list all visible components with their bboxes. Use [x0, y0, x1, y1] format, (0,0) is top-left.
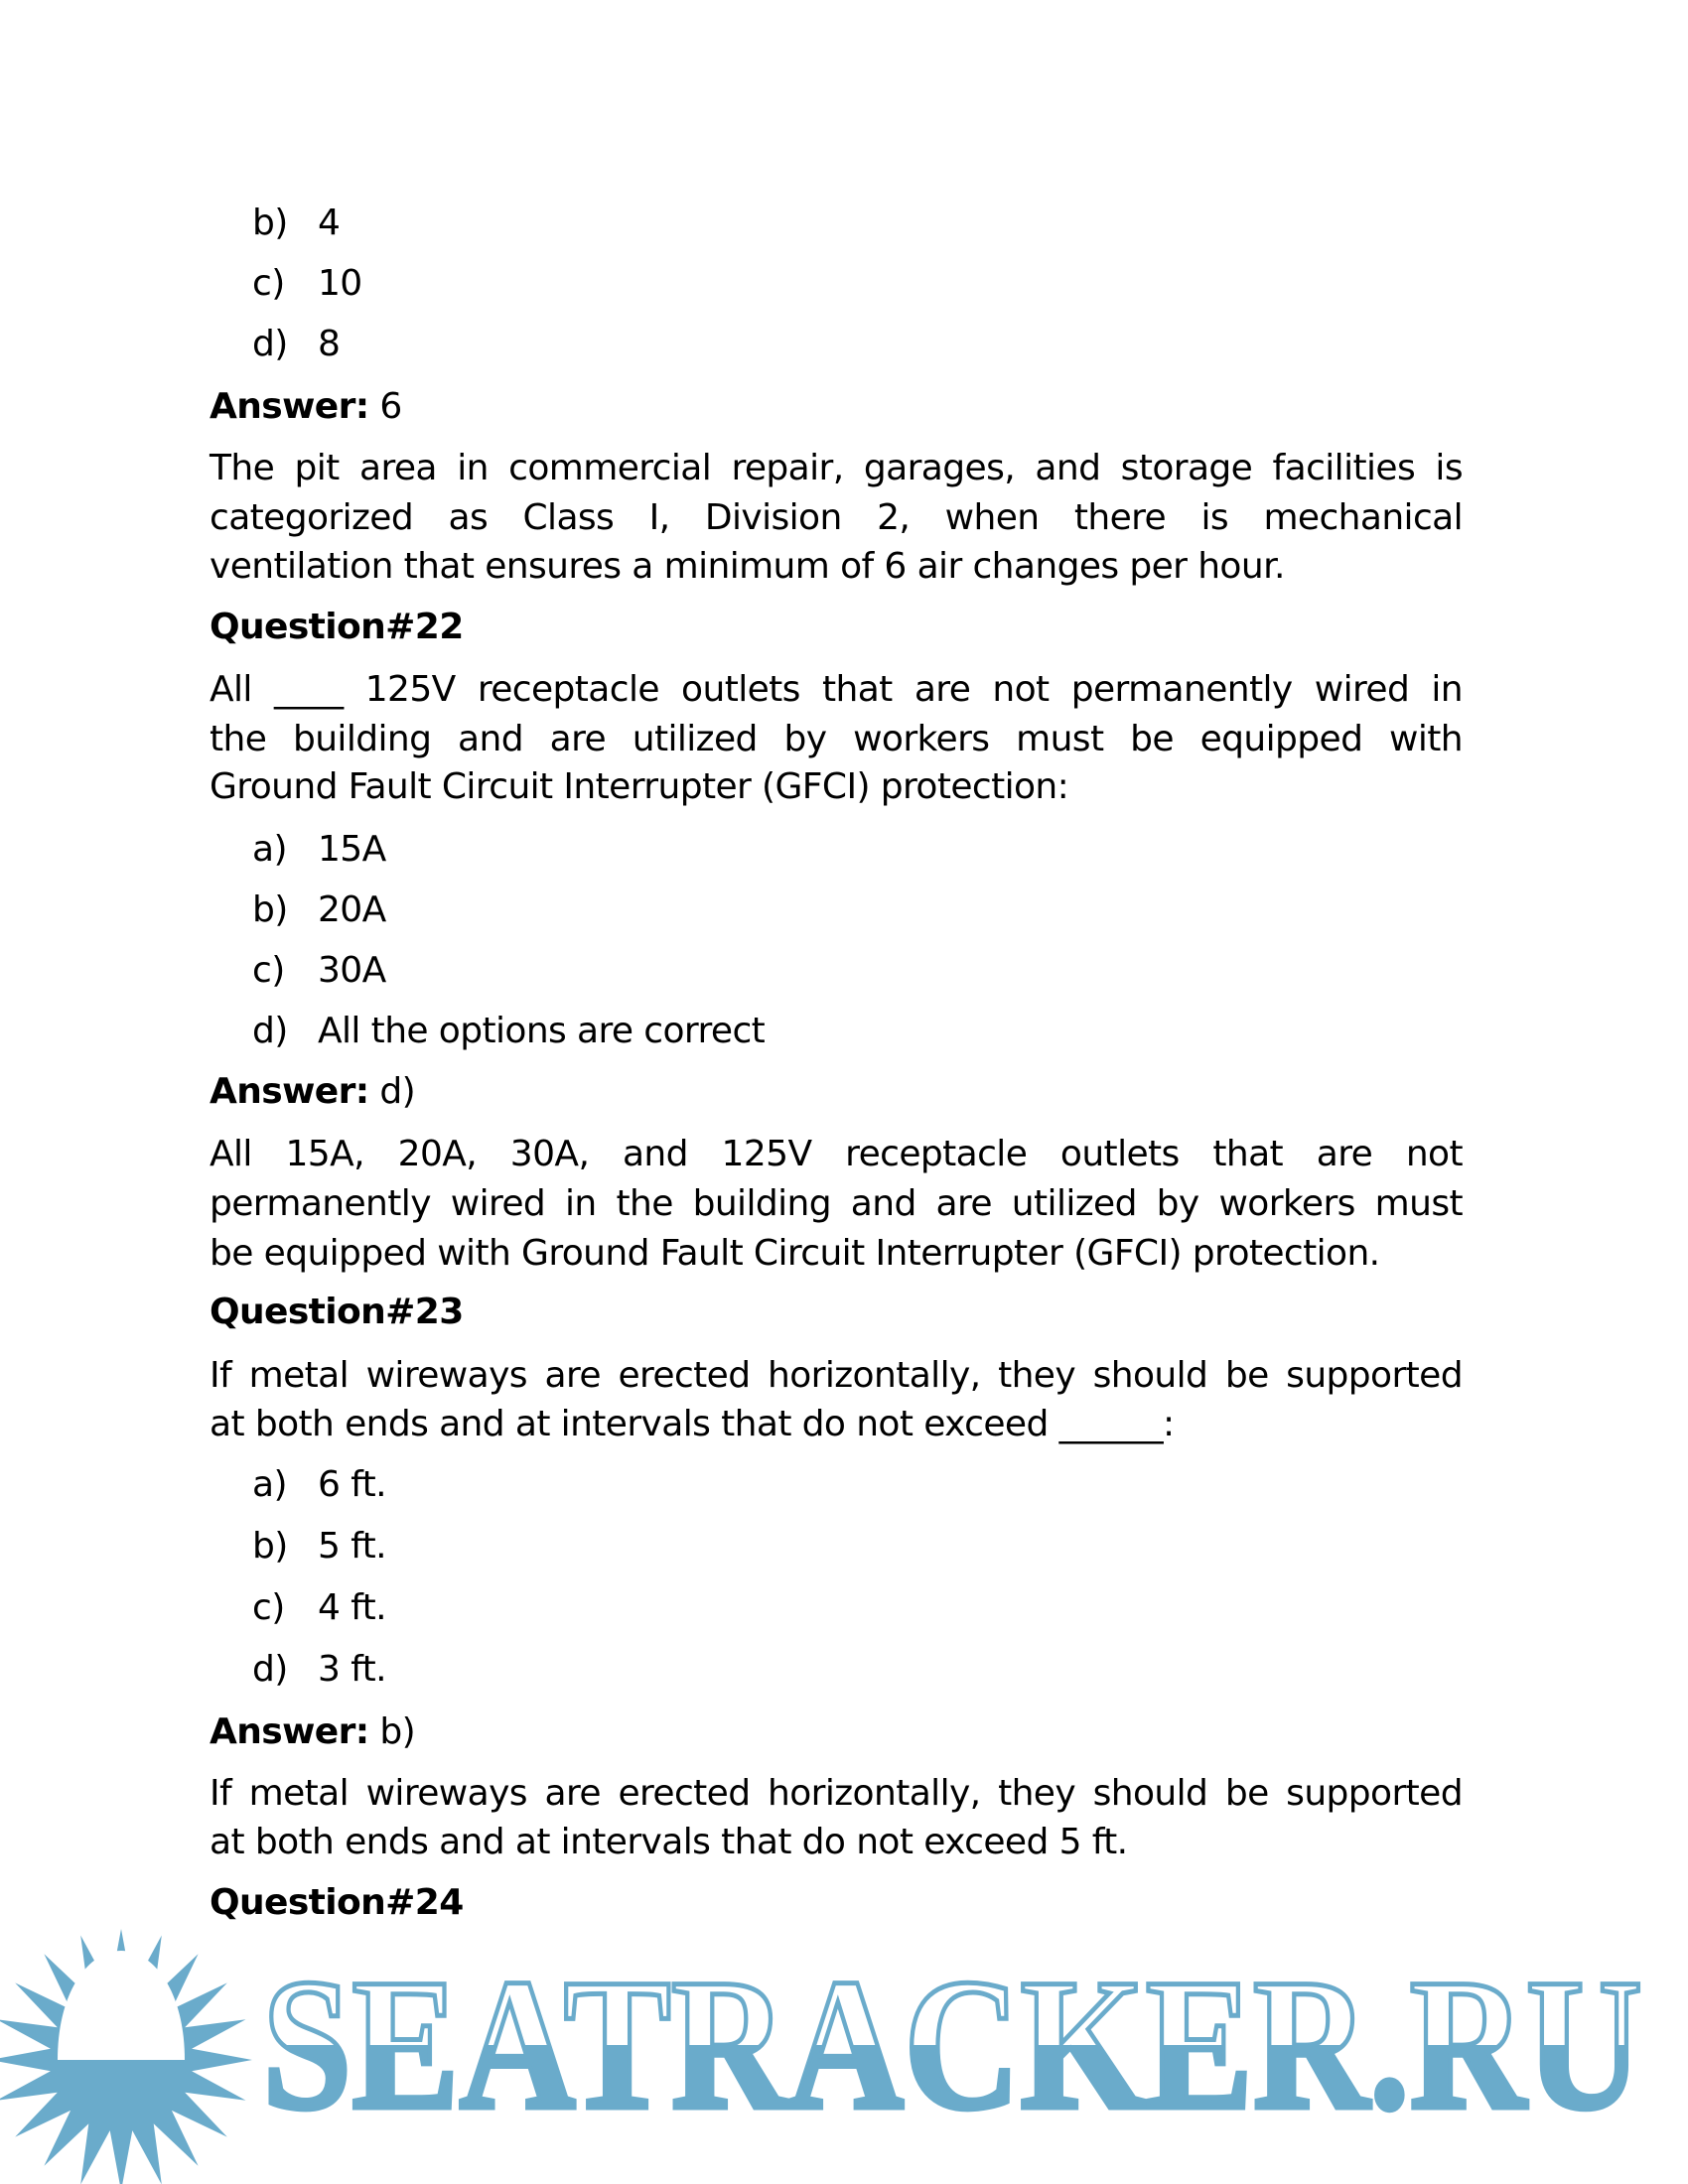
explanation-line: If metal wireways are erected horizontally, they should be supported: [210, 1773, 1463, 1814]
answer-value: b): [379, 1711, 416, 1752]
answer-label: Answer:: [210, 1711, 369, 1752]
option-a: [252, 1463, 386, 1507]
question-text-line: Ground Fault Circuit Interrupter (GFCI) protection:: [210, 766, 1069, 807]
option-letter: b): [252, 203, 288, 243]
option-letter: c): [252, 1587, 285, 1628]
option-text: 15A: [318, 829, 386, 870]
option-c: [252, 262, 362, 306]
explanation-line: be equipped with Ground Fault Circuit Interrupter (GFCI) protection.: [210, 1233, 1380, 1274]
question-text-line: All ____ 125V receptacle outlets that are not permanently wired in: [210, 669, 1463, 710]
answer: [210, 1710, 1463, 1754]
answer: [210, 385, 1463, 429]
question-text-line: the building and are utilized by workers must be equipped with: [210, 719, 1463, 759]
option-text: 4: [318, 203, 341, 243]
option-text: 20A: [318, 889, 386, 930]
seatracker-watermark-logo: [0, 1911, 1688, 2184]
option-text: 10: [318, 263, 362, 304]
explanation-line: All 15A, 20A, 30A, and 125V receptacle outlets that are not: [210, 1134, 1463, 1174]
question-title: [210, 606, 1463, 649]
option-letter: b): [252, 889, 288, 930]
option-letter: b): [252, 1526, 288, 1567]
option-c: [252, 949, 386, 993]
option-letter: a): [252, 1464, 287, 1505]
question-title-text: Question#24: [210, 1882, 464, 1923]
answer: [210, 1070, 1463, 1114]
option-d: [252, 323, 341, 366]
option-b: [252, 888, 386, 932]
explanation-line: permanently wired in the building and are utilized by workers must: [210, 1183, 1463, 1224]
sun-icon: [0, 1929, 252, 2184]
option-c: [252, 1586, 386, 1630]
option-a: [252, 828, 386, 872]
option-b: [252, 202, 341, 245]
watermark-text: SEATRACKER.RU: [262, 1941, 1642, 2149]
option-d: [252, 1010, 766, 1053]
option-text: 30A: [318, 950, 386, 991]
explanation-line: ventilation that ensures a minimum of 6 air changes per hour.: [210, 546, 1285, 587]
question-title-text: Question#23: [210, 1292, 464, 1332]
option-letter: c): [252, 950, 285, 991]
option-letter: c): [252, 263, 285, 304]
answer-label: Answer:: [210, 1071, 369, 1112]
answer-value: d): [379, 1071, 416, 1112]
explanation-line: at both ends and at intervals that do not exceed 5 ft.: [210, 1822, 1128, 1862]
answer-value: 6: [379, 386, 402, 427]
option-d: [252, 1648, 386, 1692]
option-letter: d): [252, 1011, 288, 1051]
explanation-line: The pit area in commercial repair, garages, and storage facilities is: [210, 448, 1463, 488]
answer-label: Answer:: [210, 386, 369, 427]
question-title: [210, 1291, 1463, 1334]
option-text: 3 ft.: [318, 1649, 386, 1690]
question-text-line: If metal wireways are erected horizontally, they should be supported: [210, 1355, 1463, 1396]
option-letter: a): [252, 829, 287, 870]
option-letter: d): [252, 1649, 288, 1690]
option-text: All the options are correct: [318, 1011, 766, 1051]
question-text-line: at both ends and at intervals that do not exceed ______:: [210, 1404, 1175, 1444]
option-b: [252, 1525, 386, 1569]
option-text: 6 ft.: [318, 1464, 386, 1505]
explanation-line: categorized as Class I, Division 2, when there is mechanical: [210, 497, 1463, 538]
option-letter: d): [252, 324, 288, 364]
question-title-text: Question#22: [210, 607, 464, 647]
option-text: 5 ft.: [318, 1526, 386, 1567]
option-text: 4 ft.: [318, 1587, 386, 1628]
option-text: 8: [318, 324, 341, 364]
